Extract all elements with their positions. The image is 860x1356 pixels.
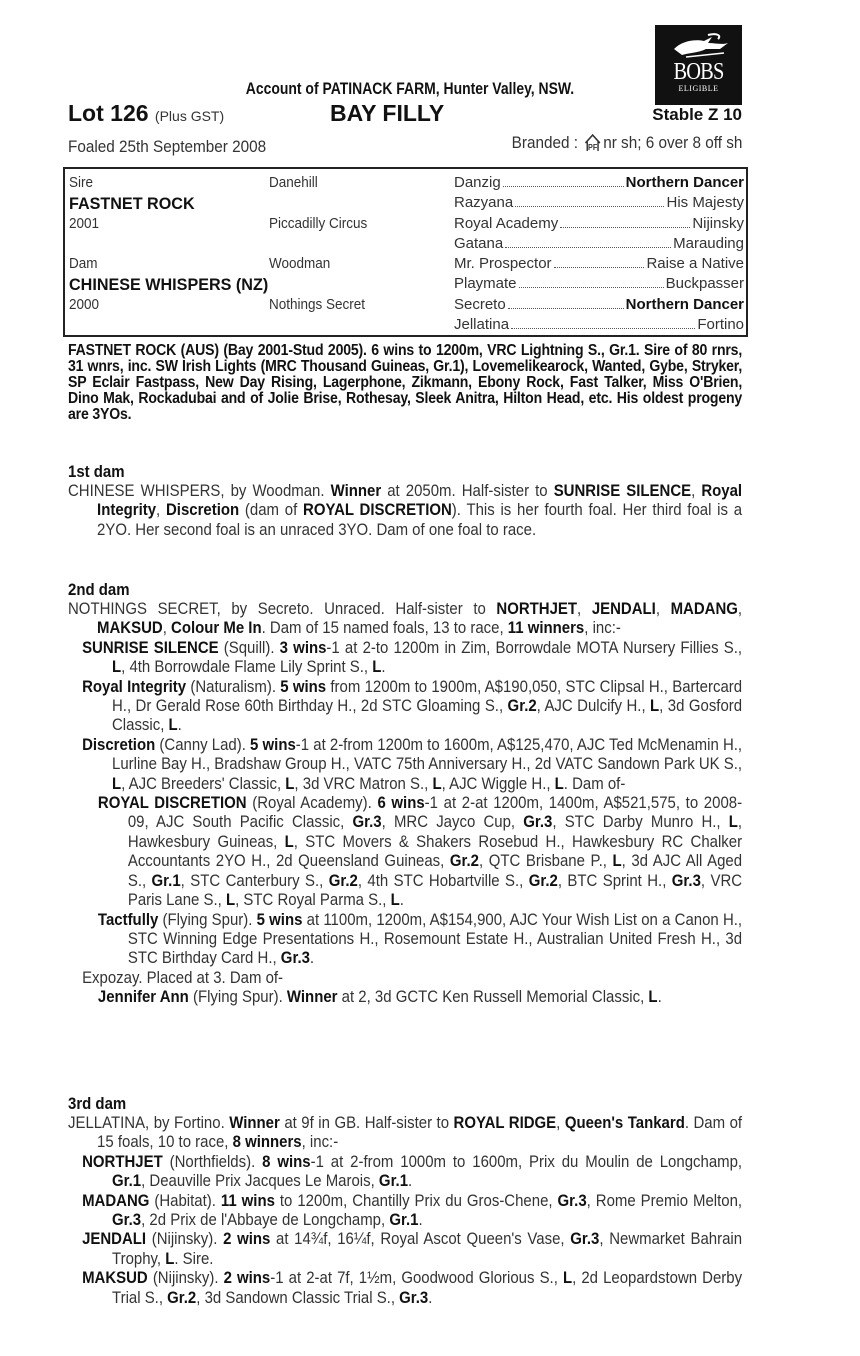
ancestor-row	[454, 194, 744, 211]
bold-text: L	[554, 773, 564, 793]
bold-text: ROYAL DISCRETION	[97, 793, 247, 813]
sire-year: 2001	[69, 214, 100, 232]
text-run: , inc:-	[584, 618, 621, 638]
bold-text: L	[648, 987, 658, 1007]
text-run: ,	[691, 481, 702, 500]
bold-text: L	[612, 851, 622, 871]
text-run: .	[428, 1287, 433, 1307]
horse-head-icon	[668, 31, 730, 61]
ancestor-name: Gatana	[454, 234, 504, 252]
bobs-eligible-logo	[655, 25, 742, 105]
foaled-date: Foaled 25th September 2008	[68, 137, 267, 156]
text-run: . Dam of 15 named foals, 13 to race,	[261, 618, 508, 638]
dam-sire: Woodman	[269, 255, 331, 273]
text-run: .	[177, 715, 182, 735]
bold-text: Royal Integrity	[97, 481, 743, 520]
bold-text: 5 wins	[256, 909, 303, 929]
bold-text: Queen's Tankard	[564, 1113, 685, 1132]
bold-text: Winner	[286, 987, 338, 1007]
text-run: , 3d Gosford Classic,	[112, 696, 743, 735]
text-run: , 3d Sandown Classic Trial S.,	[196, 1287, 400, 1307]
text-run: , 3d AJC All Aged S.,	[127, 851, 743, 890]
text-run: (Naturalism).	[186, 676, 281, 696]
dam-label: Dam	[69, 255, 98, 273]
stable-number: Stable Z 10	[652, 105, 742, 124]
bold-text: SUNRISE SILENCE	[553, 481, 692, 500]
progeny-entry	[68, 793, 742, 909]
section-heading: 2nd dam	[68, 580, 130, 599]
ancestor-sire: Northern Dancer	[625, 295, 744, 313]
ancestor-row	[454, 316, 744, 333]
lot-header	[68, 100, 742, 128]
ancestor-name: Mr. Prospector	[454, 255, 552, 273]
vendor-account: Account of PATINACK FARM, Hunter Valley, NSW.	[245, 79, 575, 98]
dam-name: CHINESE WHISPERS (NZ)	[69, 275, 269, 295]
ancestor-row	[454, 296, 744, 313]
text-run: . Sire.	[174, 1248, 214, 1268]
text-run: .	[381, 657, 386, 677]
text-run: , inc:-	[301, 1132, 339, 1152]
text-run: , AJC Wiggle H.,	[441, 773, 555, 793]
text-run: , STC Canterbury S.,	[180, 870, 329, 890]
ancestor-row	[454, 275, 744, 292]
third-dam-section	[68, 1094, 742, 1307]
brand-mark-icon	[583, 133, 601, 153]
text-run: -1 at 2-to 1200m in Zim, Borrowdale MOTA Nursery Fillies S.,	[326, 637, 743, 657]
text-run: at 9f in GB. Half-sister to	[279, 1113, 454, 1132]
text-run: (Flying Spur).	[158, 909, 257, 929]
text-run: -1 at 2-at 7f, 1½m, Goodwood Glorious S.,	[270, 1268, 563, 1288]
text-run: -1 at 2-from 1200m to 1600m, A$125,470, AJC Ted McMenamin H., Lurline Bay H., Bradshaw Group H., VATC 75th Anniversary H., 2d VATC Sandown Park UK S.,	[112, 734, 743, 774]
text-run: at 1100m, 1200m, A$154,900, AJC Your Wish List on a Canon H., STC Winning Edge Presentations H., Rosemount Estate H., Australian United Fresh H., 3d STC Birthday Card H.,	[127, 909, 743, 968]
bold-text: L	[225, 890, 236, 910]
bold-text: 3 wins	[279, 637, 327, 657]
text-run: to 1200m, Chantilly Prix du Gros-Chene,	[274, 1190, 558, 1210]
text-run: , STC Darby Munro H.,	[552, 812, 729, 832]
sire-name: FASTNET ROCK	[69, 194, 195, 214]
bold-text: Gr.3	[671, 870, 701, 890]
bold-text: MAKSUD	[82, 1268, 148, 1288]
bold-text: ROYAL RIDGE	[453, 1113, 557, 1132]
text-run: JELLATINA, by Fortino.	[68, 1113, 230, 1132]
first-dam-section	[68, 462, 742, 539]
bold-text: ROYAL DISCRETION	[303, 500, 452, 520]
bold-text: L	[650, 696, 660, 716]
bold-text: 11 winners	[507, 618, 585, 638]
text-run: .	[657, 987, 662, 1007]
pedigree-row	[69, 275, 742, 295]
bold-text: Gr.3	[557, 1190, 587, 1210]
bold-text: Gr.2	[449, 851, 480, 871]
text-run: (Canny Lad).	[155, 734, 251, 754]
text-run: (Nijinsky).	[147, 1268, 224, 1288]
text-run: at 14¾f, 16¼f, Royal Ascot Queen's Vase,	[270, 1229, 571, 1249]
pedigree-row	[69, 255, 742, 275]
bold-text: Gr.1	[389, 1210, 419, 1230]
bold-text: Gr.3	[570, 1229, 600, 1249]
bold-text: 8 wins	[262, 1151, 311, 1171]
leader-dots	[508, 308, 624, 309]
bold-text: Gr.3	[352, 812, 382, 832]
text-run: , QTC Brisbane P.,	[479, 851, 613, 871]
text-run: , 2d Leopardstown Derby Trial S.,	[112, 1268, 743, 1307]
text-run: ,	[737, 599, 743, 618]
bold-text: 2 wins	[223, 1268, 271, 1288]
ancestor-sire: His Majesty	[666, 194, 744, 212]
text-run: -1 at 2-at 1200m, 1400m, A$521,575, to 2008-09, AJC South Pacific Classic,	[127, 793, 743, 832]
ancestor-sire: Raise a Native	[646, 255, 744, 273]
bold-text: L	[728, 812, 738, 832]
text-run: .	[399, 890, 404, 910]
sire-label: Sire	[69, 174, 94, 191]
bold-text: 2 wins	[223, 1229, 271, 1249]
text-run: .	[418, 1210, 423, 1230]
text-run: , STC Movers & Shakers Rosebud H., Hawkesbury RC Chalker Accountants 2YO H., 2d Queensland Guineas,	[127, 831, 743, 871]
progeny-entry	[68, 1268, 742, 1307]
ancestor-row	[454, 174, 744, 191]
bold-text: L	[112, 773, 122, 793]
bold-text: 5 wins	[280, 676, 327, 696]
bold-text: Gr.1	[112, 1171, 142, 1191]
leader-dots	[519, 287, 664, 288]
text-run: ,	[556, 1113, 565, 1132]
pedigree-row	[69, 316, 742, 336]
text-run: , Rome Premio Melton,	[586, 1190, 743, 1210]
bold-text: Gr.1	[378, 1171, 409, 1191]
ancestor-sire: Fortino	[697, 316, 744, 334]
text-run: from 1200m to 1900m, A$190,050, STC Clipsal H., Bartercard H., Dr Gerald Rose 60th Birthday H., 2d STC Gloaming S.,	[112, 676, 743, 716]
bold-text: Gr.1	[151, 870, 181, 890]
text-run: ,	[577, 599, 592, 618]
text-run: ,	[156, 500, 166, 520]
bold-text: MADANG	[670, 599, 738, 618]
pedigree-row	[69, 215, 742, 235]
text-run: , STC Royal Parma S.,	[235, 890, 391, 910]
logo-text-bobs: BOBS	[673, 59, 724, 85]
dam-dam: Nothings Secret	[269, 295, 366, 313]
bold-text: Gr.2	[507, 696, 537, 716]
bold-text: 8 winners	[232, 1132, 302, 1152]
bold-text: Winner	[229, 1113, 280, 1132]
sire-summary: FASTNET ROCK (AUS) (Bay 2001-Stud 2005). 6 wins to 1200m, VRC Lightning S., Gr.1. Sire of 80 rnrs, 31 wnrs, inc. SW Irish Lights (MRC Thousand Guineas, Gr.1), Lovemelikearock, Wanted, Gybe, Stryker, SP Eclair Fastpass, New Day Rising, Lagerphone, Zikmann, Ebony Rock, Fast Talker, Miss O'Brien, Dino Mak, Rockadubai and of Jolie Brise, Rothesay, Sleek Anitra, Hilton Head, etc. His oldest progeny are 3YOs.	[68, 342, 743, 423]
text-run: , VRC Paris Lane S.,	[127, 870, 743, 910]
bold-text: Jennifer Ann	[97, 987, 189, 1007]
bold-text: 11 wins	[220, 1190, 275, 1210]
bold-text: JENDALI	[82, 1229, 147, 1249]
ancestor-name: Royal Academy	[454, 214, 559, 232]
text-run: , 3d VRC Matron S.,	[294, 773, 433, 793]
dam-entry	[68, 1113, 742, 1152]
text-run: , Deauville Prix Jacques Le Marois,	[141, 1171, 379, 1191]
text-run: .	[309, 948, 315, 968]
bold-text: NORTHJET	[82, 1151, 163, 1171]
bold-text: 6 wins	[377, 793, 425, 813]
text-run: (Flying Spur).	[188, 987, 287, 1007]
branded-label: Branded :	[511, 133, 578, 152]
bold-text: L	[165, 1248, 175, 1268]
lot-number	[68, 100, 224, 127]
lot-title: BAY FILLY	[330, 100, 445, 126]
text-run: , Hawkesbury Guineas,	[127, 812, 743, 851]
bold-text: Gr.2	[528, 870, 558, 890]
bold-text: Gr.2	[167, 1287, 197, 1307]
ancestor-name: Jellatina	[454, 316, 510, 334]
bold-text: L	[168, 715, 178, 735]
progeny-entry	[68, 638, 742, 677]
text-run: , 4th Borrowdale Flame Lily Sprint S.,	[121, 657, 373, 677]
text-run: , AJC Breeders' Classic,	[121, 773, 286, 793]
text-run: . Dam of-	[563, 773, 626, 793]
bold-text: L	[285, 773, 295, 793]
bold-text: NORTHJET	[496, 599, 578, 618]
text-run: , 4th STC Hobartville S.,	[357, 870, 529, 890]
text-run: ). This is her fourth foal. Her third foal is a 2YO. Her second foal is an unraced 3YO. Dam of one foal to race.	[97, 500, 743, 539]
bold-text: Discretion	[82, 734, 156, 754]
bold-text: Colour Me In	[171, 618, 262, 638]
text-run: at 2050m. Half-sister to	[381, 481, 554, 500]
text-run: , 2d Prix de l'Abbaye de Longchamp,	[141, 1210, 390, 1230]
bold-text: MADANG	[82, 1190, 150, 1210]
brand-info	[511, 133, 742, 153]
ancestor-sire: Northern Dancer	[625, 174, 744, 191]
bold-text: 5 wins	[250, 734, 296, 754]
ancestor-row	[454, 235, 744, 252]
dam-year: 2000	[69, 295, 100, 313]
branded-details: nr sh; 6 over 8 off sh	[602, 133, 742, 152]
sire-dam: Piccadilly Circus	[269, 214, 368, 232]
dam-entry	[68, 599, 742, 638]
progeny-entry	[68, 910, 742, 968]
bold-text: Gr.2	[328, 870, 358, 890]
text-run: ,	[655, 599, 671, 618]
bold-text: L	[390, 890, 400, 910]
leader-dots	[515, 206, 664, 207]
progeny-entry	[68, 735, 742, 793]
bold-text: L	[372, 657, 382, 677]
ancestor-name: Secreto	[454, 295, 506, 313]
text-run: (Royal Academy).	[246, 793, 378, 813]
sire-sire: Danehill	[269, 174, 318, 191]
svg-text:PF: PF	[587, 142, 597, 153]
leader-dots	[505, 247, 671, 248]
logo-text-eligible: ELIGIBLE	[678, 84, 719, 93]
text-run: .	[408, 1171, 413, 1191]
text-run: (dam of	[239, 500, 304, 520]
progeny-entry	[68, 1229, 742, 1268]
text-run: -1 at 2-from 1000m to 1600m, Prix du Moulin de Longchamp,	[310, 1151, 743, 1171]
second-dam-section	[68, 580, 742, 1007]
bold-text: L	[284, 831, 294, 851]
bold-text: Winner	[330, 481, 382, 500]
plus-gst: (Plus GST)	[154, 108, 225, 124]
bold-text: Tactfully	[97, 909, 159, 929]
text-run: , MRC Jayco Cup,	[381, 812, 524, 832]
ancestor-row	[454, 215, 744, 232]
pedigree-row	[69, 235, 742, 255]
leader-dots	[554, 267, 645, 268]
leader-dots	[511, 328, 695, 329]
bold-text: Gr.3	[399, 1287, 429, 1307]
bold-text: L	[112, 657, 122, 677]
text-run: , Newmarket Bahrain Trophy,	[112, 1229, 743, 1268]
bold-text: L	[432, 773, 442, 793]
pedigree-row	[69, 194, 742, 214]
lot-label: Lot 126	[68, 100, 149, 126]
ancestor-name: Razyana	[454, 194, 514, 212]
text-run: (Habitat).	[149, 1190, 221, 1210]
text-run: at 2, 3d GCTC Ken Russell Memorial Classic,	[337, 987, 649, 1007]
bold-text: SUNRISE SILENCE	[82, 637, 219, 657]
leader-dots	[560, 227, 690, 228]
text-run: NOTHINGS SECRET, by Secreto. Unraced. Half-sister to	[68, 599, 497, 618]
progeny-entry	[68, 968, 742, 987]
text-run: , BTC Sprint H.,	[557, 870, 672, 890]
bold-text: Discretion	[165, 500, 240, 520]
ancestor-sire: Marauding	[673, 234, 744, 252]
bold-text: Gr.3	[280, 948, 310, 968]
ancestor-row	[454, 255, 744, 272]
text-run: Expozay. Placed at 3. Dam of-	[82, 967, 284, 987]
section-heading: 3rd dam	[68, 1094, 127, 1113]
ancestor-name: Playmate	[454, 275, 517, 293]
text-run: CHINESE WHISPERS, by Woodman.	[68, 481, 331, 500]
bold-text: L	[562, 1268, 573, 1288]
bold-text: JENDALI	[591, 599, 656, 618]
ancestor-sire: Buckpasser	[665, 275, 744, 293]
bold-text: Royal Integrity	[82, 676, 187, 696]
progeny-entry	[68, 987, 742, 1006]
ancestor-sire: Nijinsky	[692, 214, 744, 232]
progeny-entry	[68, 677, 742, 735]
bold-text: Gr.3	[112, 1210, 142, 1230]
text-run: . Dam of 15 foals, 10 to race,	[97, 1113, 743, 1152]
text-run: (Nijinsky).	[146, 1229, 224, 1249]
text-run: (Squill).	[218, 637, 280, 657]
text-run: (Northfields).	[162, 1151, 263, 1171]
pedigree-row	[69, 174, 742, 194]
bold-text: Gr.3	[523, 812, 553, 832]
text-run: ,	[162, 618, 172, 638]
ancestor-name: Danzig	[454, 174, 501, 191]
progeny-entry	[68, 1191, 742, 1230]
bold-text: MAKSUD	[97, 618, 163, 638]
pedigree-row	[69, 296, 742, 316]
text-run: , AJC Dulcify H.,	[536, 696, 651, 716]
dam-entry	[68, 481, 742, 539]
section-heading: 1st dam	[68, 462, 125, 481]
leader-dots	[503, 186, 624, 187]
progeny-entry	[68, 1152, 742, 1191]
pedigree-table	[63, 167, 748, 337]
